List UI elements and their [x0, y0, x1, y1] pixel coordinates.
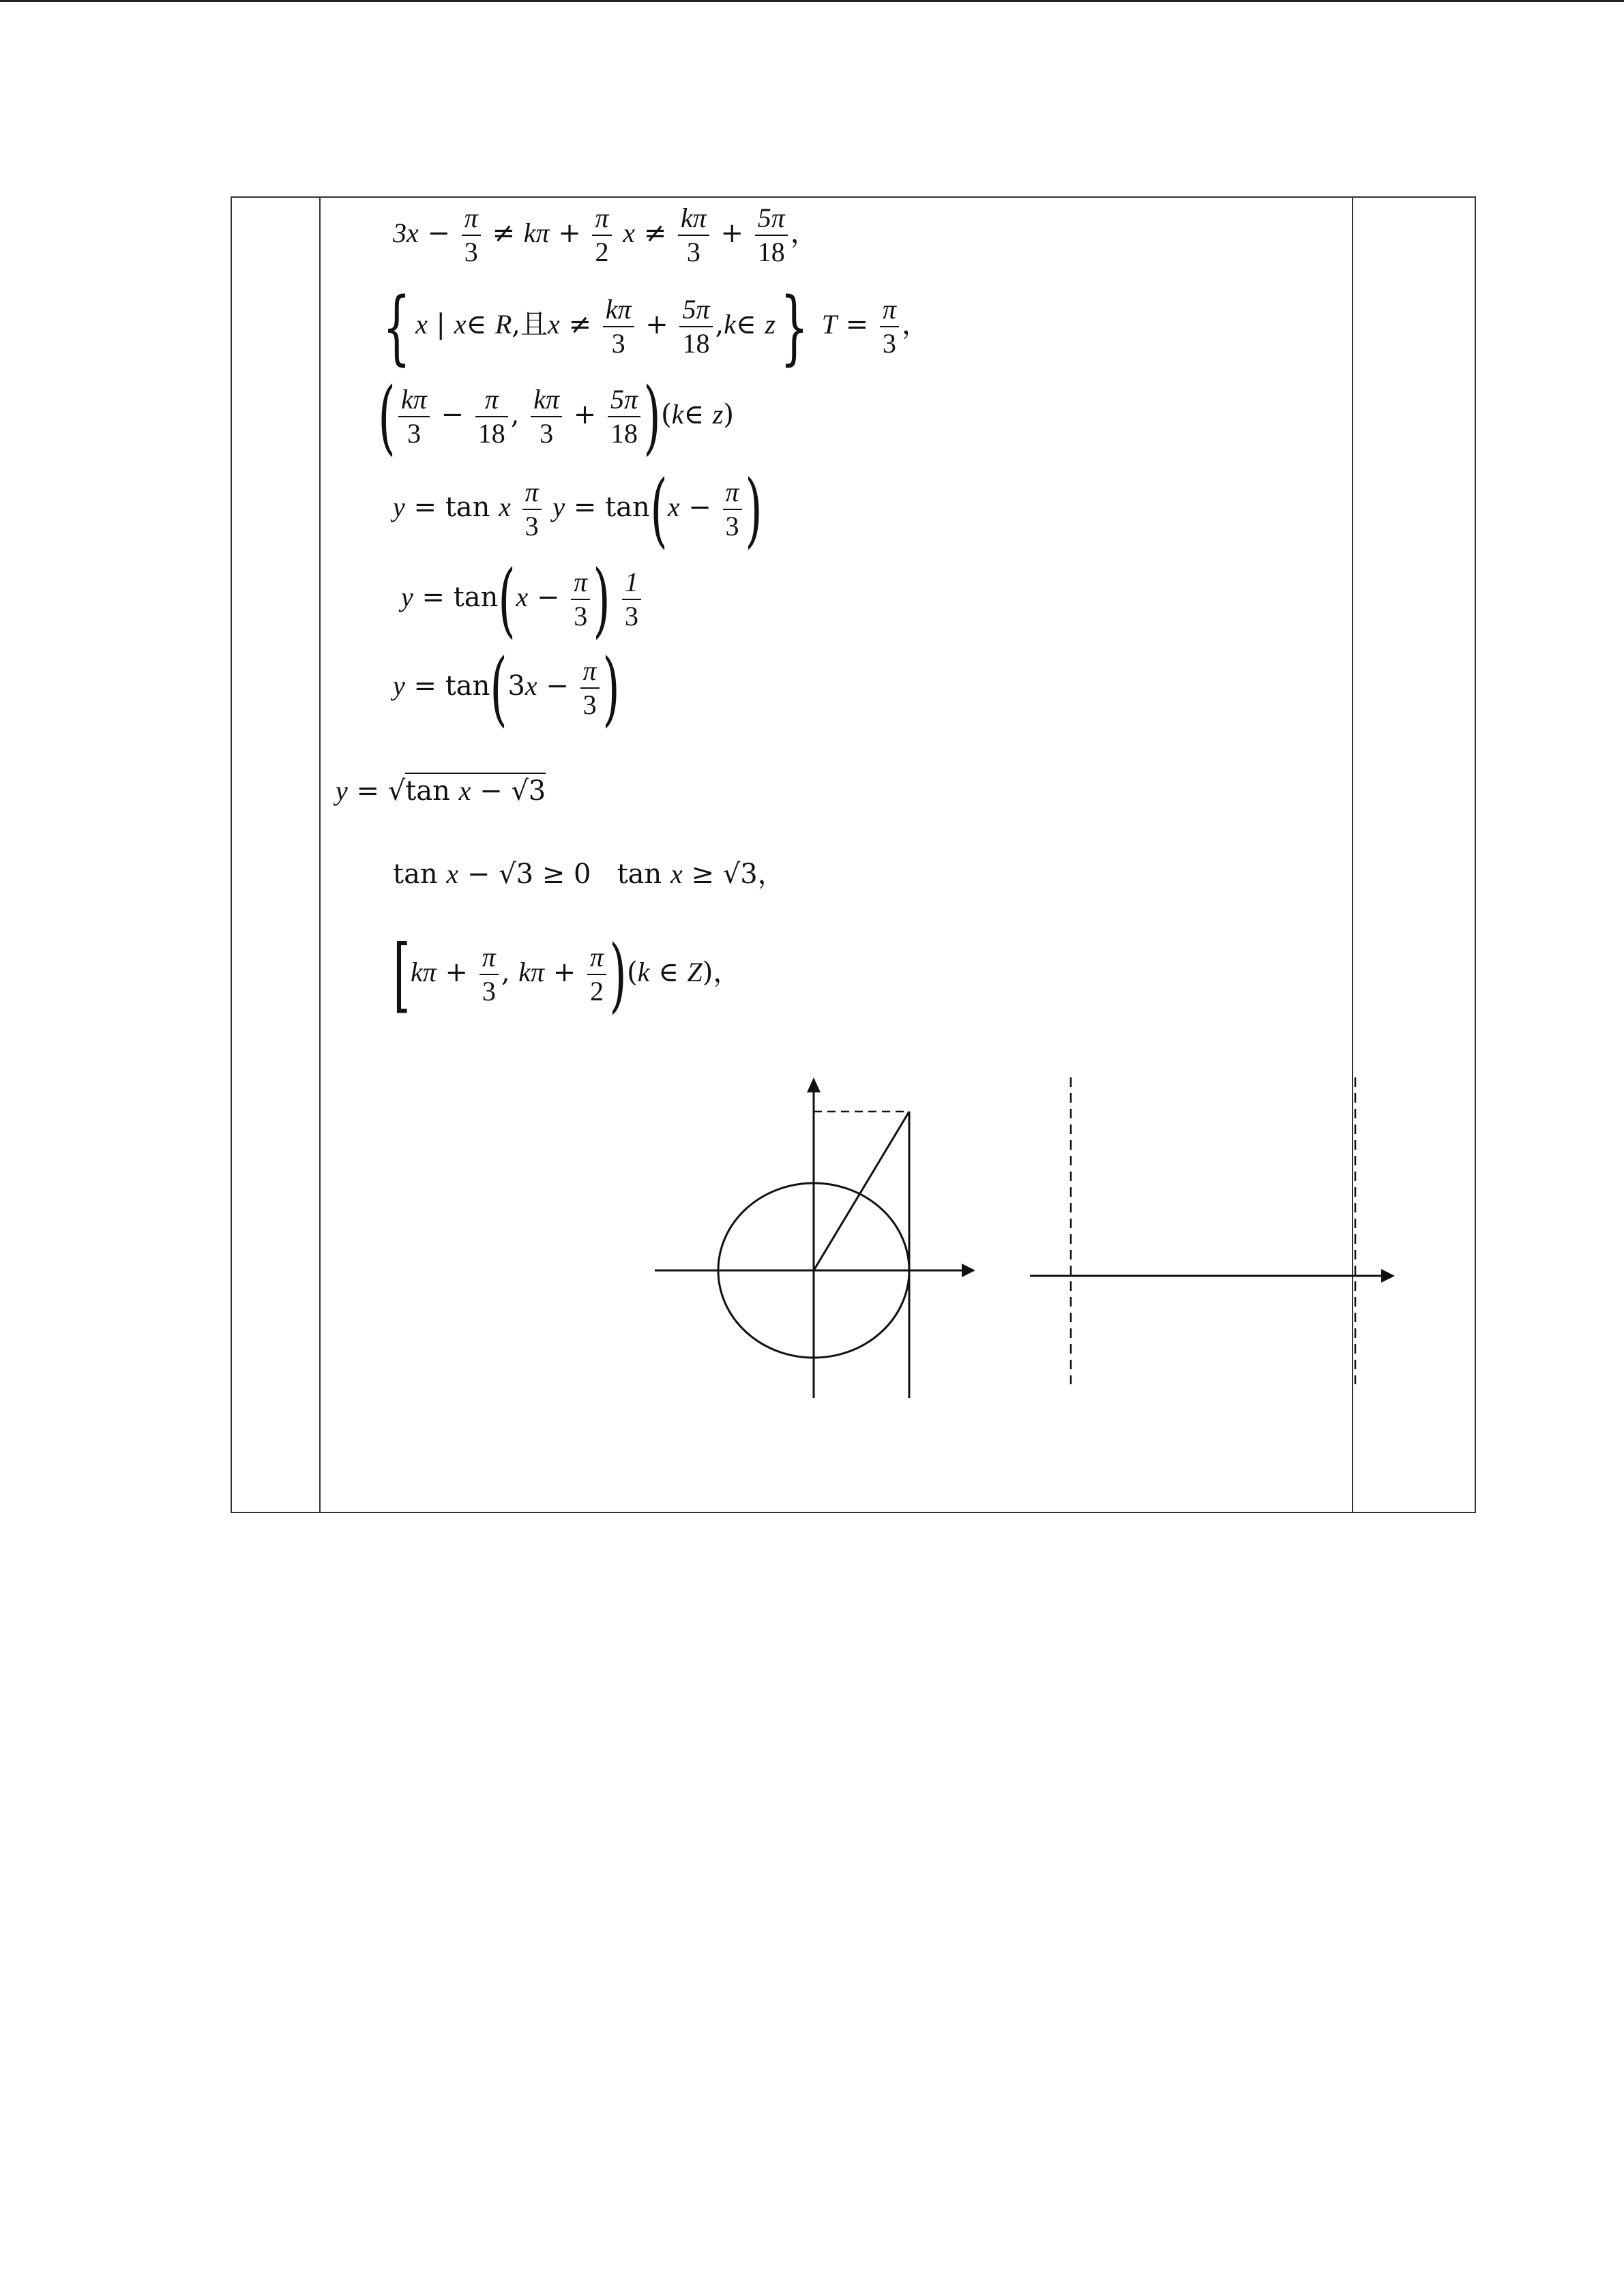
terminal-ray	[814, 1112, 909, 1270]
solution-line-5: y = tan(x − $\frac{\pi}{3}$ ) $\frac{1}{3}$	[401, 559, 644, 640]
solution-line-4: y = tan x $\frac{\pi}{3}$ y = tan(x − $\frac{\pi}{3}$ )	[393, 462, 763, 556]
top-border-line	[0, 0, 1624, 2]
example-3: y = √tan x − √3	[336, 777, 546, 805]
table-row	[231, 197, 1475, 1512]
example-3-solution: tan x − √3 ≥ 0 tan x ≥ √3，	[393, 859, 785, 890]
solution-line-3: ( $\frac{k\pi}{3}$ − $\frac{\pi}{18}$ , $\frac{k\pi}{3}$ + $\frac{5\pi}{18}$ )(k∈ z)	[378, 370, 734, 464]
solution-line-6: y = tan(3x − $\frac{\pi}{3}$ )	[393, 641, 620, 735]
solution-line-1: 3x − $\frac{\pi}{3}$ ≠ kπ + $\frac{\pi}{2}$ x ≠ $\frac{k\pi}{3}$ + $\frac{5\pi}{18}$ ，	[393, 203, 818, 267]
unit-circle-figure	[648, 1071, 989, 1412]
y-axis-arrow-icon	[807, 1077, 821, 1092]
x-axis-arrow-icon	[962, 1264, 975, 1277]
tangent-graph-figure	[1030, 1071, 1412, 1507]
lesson-table	[231, 196, 1476, 1513]
x-axis-arrow-icon	[1381, 1269, 1395, 1283]
example-3-domain: [kπ + $\frac{\pi}{3}$ , kπ + $\frac{\pi}{2}$ )(k ∈ Z)，	[393, 927, 741, 1022]
side-label-cell	[231, 197, 320, 1512]
solution-line-2: { x | x∈ R,且x ≠ $\frac{k\pi}{3}$ + $\frac{5\pi}{18}$ ,k∈ z} T = $\frac{\pi}{3}$ ，	[382, 280, 929, 374]
content-cell	[320, 197, 1353, 1512]
